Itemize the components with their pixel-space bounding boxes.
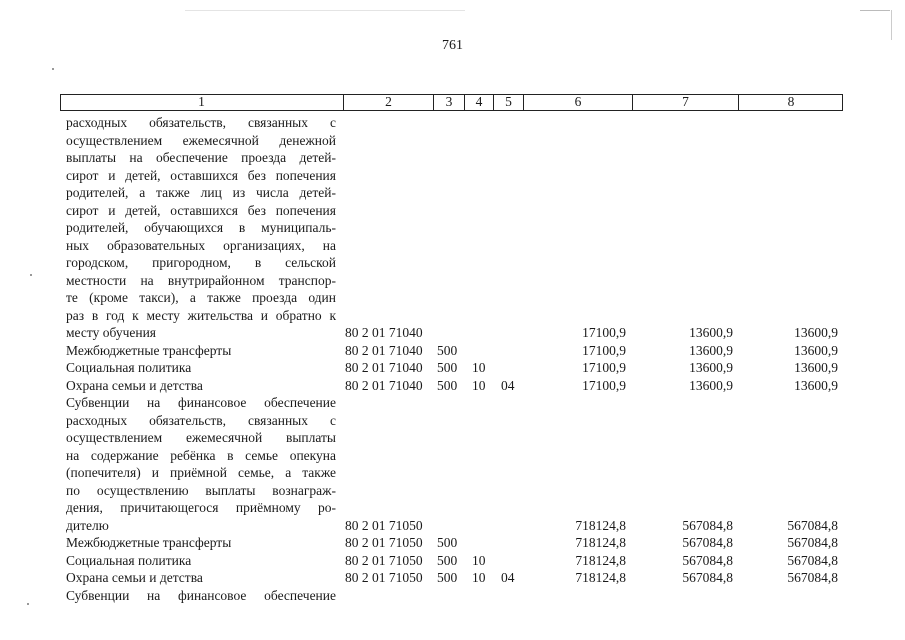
item-description [66, 394, 336, 534]
scan-mark [27, 603, 29, 605]
scan-mark [860, 10, 890, 11]
description-line: на содержание ребёнка в семье опекуна [66, 447, 336, 463]
budget-code: 80 2 01 71050 [345, 570, 423, 585]
header-col-4: 4 [464, 94, 493, 111]
section-code: 10 [472, 570, 486, 585]
amount-col-7: 567084,8 [682, 552, 733, 568]
scan-mark [52, 68, 54, 70]
expense-type-code: 500 [437, 552, 458, 568]
amount-col-8: 13600,9 [794, 377, 838, 393]
amount-col-6: 17100,9 [582, 360, 626, 375]
header-col-8: 8 [738, 94, 843, 111]
header-col-6: 6 [523, 94, 632, 111]
item-description [66, 587, 336, 605]
section-code: 10 [472, 377, 486, 393]
description-line: осуществлением ежемесячной денежной [66, 132, 336, 148]
description-line: по осуществлению выплаты вознаграж- [66, 482, 336, 498]
description-line: расходных обязательств, связанных с [66, 412, 336, 428]
expense-type-code: 500 [437, 360, 458, 375]
description-line: дения, причитающегося приёмному ро- [66, 500, 336, 515]
amount-col-8: 567084,8 [787, 517, 838, 533]
description-line: Субвенции на финансовое обеспечение [66, 587, 336, 603]
amount-col-8: 13600,9 [794, 325, 838, 340]
budget-code: 80 2 01 71050 [345, 517, 423, 533]
amount-col-7: 13600,9 [689, 377, 733, 393]
description-line: сирот и детей, оставшихся без попечения [66, 202, 336, 218]
amount-col-6: 718124,8 [575, 552, 626, 568]
section-code: 10 [472, 360, 486, 375]
budget-code: 80 2 01 71040 [345, 342, 423, 358]
expense-type-code: 500 [437, 342, 458, 358]
amount-col-7: 567084,8 [682, 570, 733, 585]
description-line: (попечителя) и приёмной семье, а также [66, 465, 336, 480]
amount-col-6: 718124,8 [575, 535, 626, 550]
item-description [66, 114, 336, 342]
scan-mark [185, 10, 465, 11]
row-label: Социальная политика [66, 552, 192, 568]
row-label: Охрана семьи и детства [66, 377, 203, 393]
budget-code: 80 2 01 71040 [345, 325, 423, 340]
amount-col-6: 718124,8 [575, 517, 626, 533]
amount-col-7: 567084,8 [682, 517, 733, 533]
header-col-1: 1 [198, 94, 205, 109]
row-label: Межбюджетные трансферты [66, 535, 232, 550]
description-line: дителю [66, 517, 109, 533]
row-label: Охрана семьи и детства [66, 570, 203, 585]
header-col-5: 5 [493, 94, 523, 111]
expense-type-code: 500 [437, 377, 458, 393]
description-line: родителей, обучающихся в муниципаль- [66, 220, 336, 235]
description-line: местности на внутрирайонном транспор- [66, 272, 336, 288]
amount-col-8: 567084,8 [787, 535, 838, 550]
description-line: Субвенции на финансовое обеспечение [66, 395, 336, 410]
description-line: те (кроме такси), а также проезда один [66, 290, 336, 305]
description-line: осуществлением ежемесячной выплаты [66, 430, 336, 445]
amount-col-6: 17100,9 [582, 377, 626, 393]
amount-col-7: 13600,9 [689, 360, 733, 375]
description-line: городском, пригородном, в сельской [66, 255, 336, 270]
subsection-code: 04 [501, 570, 515, 585]
budget-code: 80 2 01 71040 [345, 377, 423, 393]
page-number: 761 [442, 38, 463, 53]
amount-col-7: 13600,9 [689, 325, 733, 340]
amount-col-6: 17100,9 [582, 342, 626, 358]
header-col-2: 2 [343, 94, 433, 111]
description-line: месту обучения [66, 325, 157, 340]
scan-mark [30, 274, 32, 276]
section-code: 10 [472, 552, 486, 568]
amount-col-8: 13600,9 [794, 360, 838, 375]
description-line: выплаты на обеспечение проезда детей- [66, 150, 336, 165]
description-line: сирот и детей, оставшихся без попечения [66, 167, 336, 183]
expense-type-code: 500 [437, 570, 458, 585]
header-col-7: 7 [632, 94, 738, 111]
amount-col-6: 17100,9 [582, 325, 626, 340]
description-line: родителей, а также лиц из числа детей- [66, 185, 336, 200]
amount-col-7: 13600,9 [689, 342, 733, 358]
scan-mark [891, 10, 892, 40]
subsection-code: 04 [501, 377, 515, 393]
budget-code: 80 2 01 71040 [345, 360, 423, 375]
amount-col-8: 567084,8 [787, 570, 838, 585]
amount-col-8: 13600,9 [794, 342, 838, 358]
amount-col-7: 567084,8 [682, 535, 733, 550]
row-label: Социальная политика [66, 360, 192, 375]
budget-code: 80 2 01 71050 [345, 535, 423, 550]
budget-code: 80 2 01 71050 [345, 552, 423, 568]
description-line: раз в год к месту жительства и обратно к [66, 307, 336, 323]
expense-type-code: 500 [437, 535, 458, 550]
description-line: ных образовательных организациях, на [66, 237, 336, 253]
header-col-3: 3 [433, 94, 464, 111]
row-label: Межбюджетные трансферты [66, 342, 232, 358]
amount-col-8: 567084,8 [787, 552, 838, 568]
description-line: расходных обязательств, связанных с [66, 115, 336, 130]
amount-col-6: 718124,8 [575, 570, 626, 585]
